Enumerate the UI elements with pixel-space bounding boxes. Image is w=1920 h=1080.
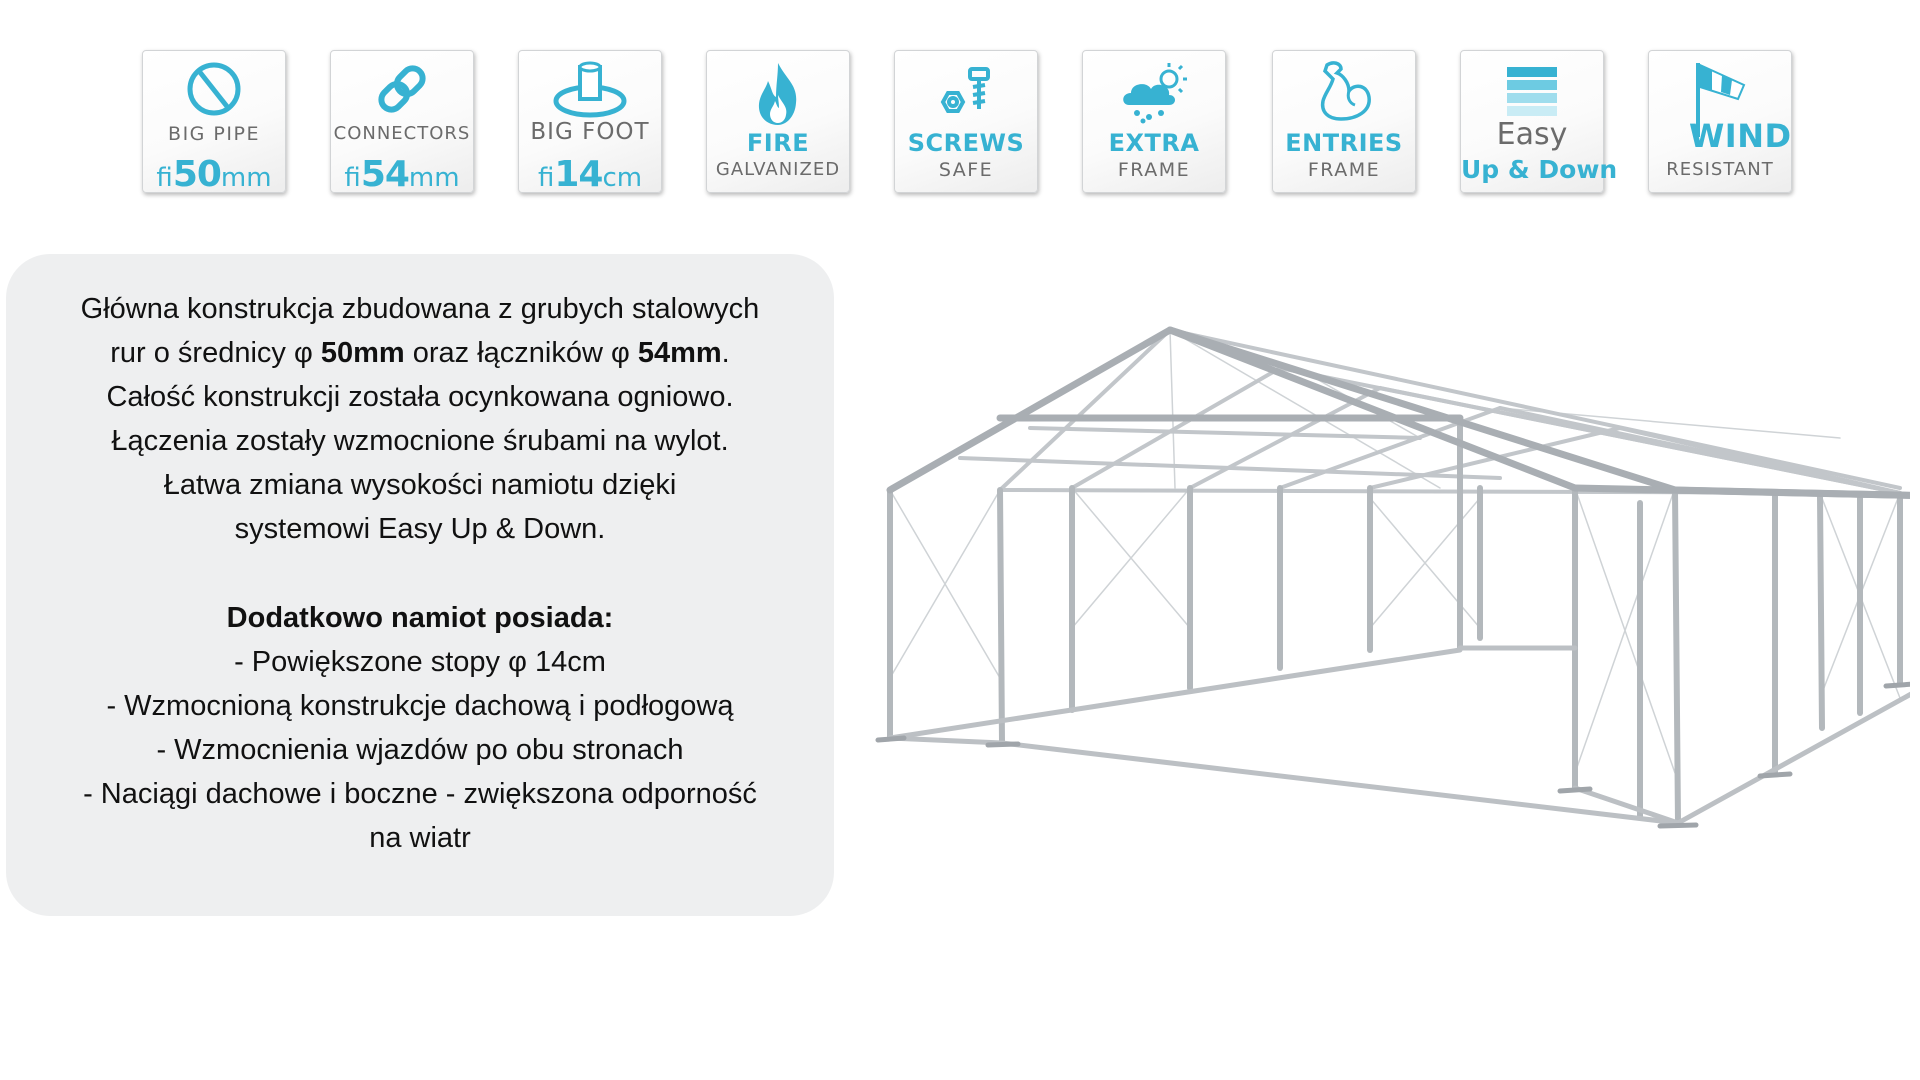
feature-badges: [0, 0, 1920, 200]
badge-extra-frame: EXTRA FRAME: [1082, 50, 1226, 193]
badge-big-pipe: BIG PIPE fi50mm: [142, 50, 286, 193]
tent-frame-image: [860, 318, 1910, 863]
badge-big-foot: BIG FOOT fi14cm: [518, 50, 662, 193]
description-panel: [6, 254, 834, 916]
badge-entries-frame: ENTRIES FRAME: [1272, 50, 1416, 193]
extras-heading: Dodatkowo namiot posiada:: [226, 602, 614, 634]
badge-connectors: CONNECTORS fi54mm: [330, 50, 474, 193]
badge-fire: FIRE GALVANIZED: [706, 50, 850, 193]
extras-list: [26, 596, 814, 860]
list-item: - Powiększone stopy φ 14cm: [234, 646, 606, 678]
list-item: na wiatr: [369, 822, 471, 854]
flame-icon: [707, 61, 849, 131]
intro-line: Łączenia zostały wzmocnione śrubami na wylot.: [111, 425, 729, 457]
badge-wind-resistant: WIND RESISTANT: [1648, 50, 1792, 193]
list-item: - Wzmocnienia wjazdów po obu stronach: [156, 734, 684, 766]
intro-line: Łatwa zmiana wysokości namiotu dzięki: [163, 469, 677, 501]
weather-cloud-icon: [1083, 61, 1225, 131]
list-item: - Naciągi dachowe i boczne - zwiększona odporność: [83, 778, 757, 810]
intro-line: Główna konstrukcja zbudowana z grubych stalowych: [80, 293, 760, 325]
badge-easy-up-down: Easy Up & Down: [1460, 50, 1604, 193]
connector-link-icon: [331, 57, 473, 127]
intro-line: rur o średnicy φ 50mm oraz łączników φ 54mm.: [110, 337, 730, 369]
badge-screws: SCREWS SAFE: [894, 50, 1038, 193]
foot-plate-icon: [519, 57, 661, 127]
description-intro: [26, 287, 814, 551]
list-item: - Wzmocnioną konstrukcje dachową i podłogową: [106, 690, 734, 722]
flexed-arm-icon: [1273, 57, 1415, 127]
screws-icon: [895, 63, 1037, 133]
intro-line: systemowi Easy Up & Down.: [234, 513, 606, 545]
intro-line: Całość konstrukcji została ocynkowana ogniowo.: [106, 381, 734, 413]
pipe-icon: [143, 57, 285, 127]
